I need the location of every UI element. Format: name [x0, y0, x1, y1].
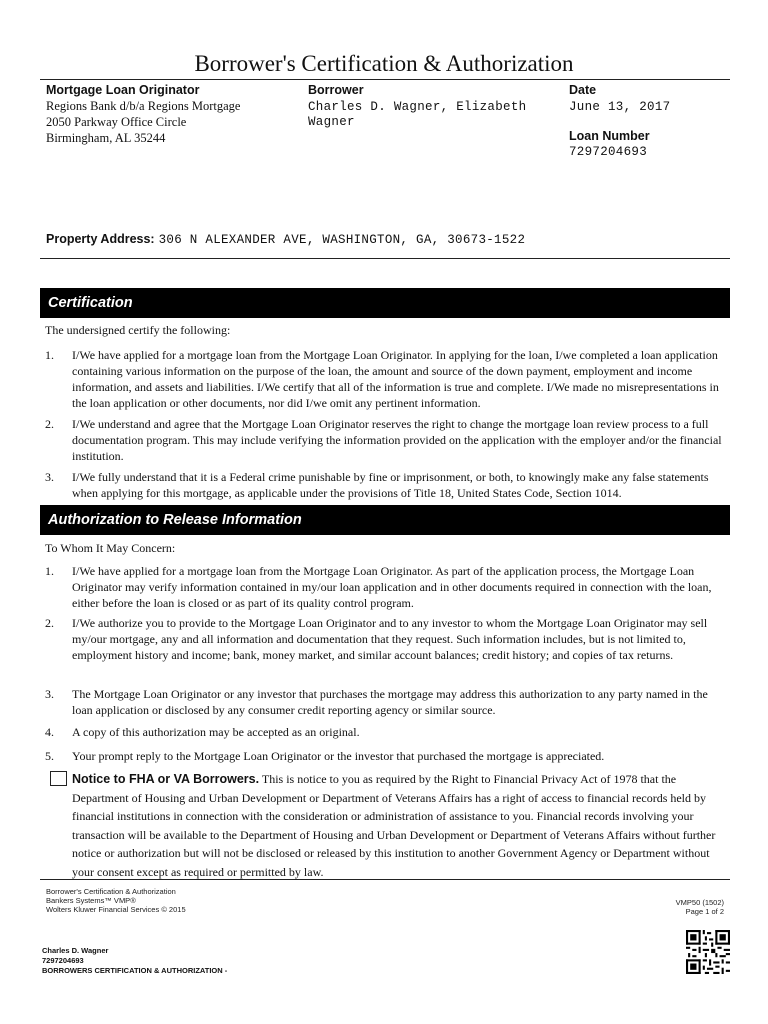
footer-line: Bankers Systems™ VMP® [46, 896, 136, 905]
loan-number-value: 7297204693 [569, 145, 648, 159]
item-number: 3. [45, 470, 54, 484]
borrower-label: Borrower [308, 83, 364, 97]
certification-intro: The undersigned certify the following: [45, 323, 231, 337]
form-code: VMP50 (1502) [675, 898, 724, 907]
title-rule [40, 79, 730, 80]
item-text: I/We authorize you to provide to the Mortgage Loan Originator and to any investor to whom the Mortgage Loan Originator may sell my/our mortgage, any and all information and documentation that they request. Such information includes, but is not limited to, employment history and income; bank, money market, and similar account balances; credit history; and copies of tax returns. [72, 616, 708, 662]
item-number: 3. [45, 687, 54, 701]
fha-va-notice [72, 770, 724, 881]
item-number: 1. [45, 348, 54, 362]
originator-label: Mortgage Loan Originator [46, 83, 200, 97]
item-number: 2. [45, 417, 54, 431]
date-label: Date [569, 83, 597, 97]
item-text: A copy of this authorization may be accepted as an original. [72, 725, 360, 739]
borrower-block [308, 83, 558, 130]
notice-text: This is notice to you as required by the Right to Financial Privacy Act of 1978 that the Department of Housing and Urban Development or Department of Veterans Affairs has a right of access to financial records held by financial institutions in connection with the consideration or administration of assistance to you. Financial records involving your transaction will be available to the Department of Housing and Urban Development or Department of Veterans Affairs without further notice or authorization but will not be disclosed or released by this institution to another Government Agency or Department without your consent except as required or permitted by law. [72, 772, 716, 879]
property-address-label: Property Address: [46, 232, 155, 246]
item-text: I/We understand and agree that the Mortgage Loan Originator reserves the right to change the mortgage loan review process to a full documentation program. This may include verifying the information provided on the application with the employer and/or the financial institution. [72, 417, 722, 463]
item-number: 2. [45, 616, 54, 630]
originator-line: Birmingham, AL 35244 [46, 131, 166, 145]
footer-line: Wolters Kluwer Financial Services © 2015 [46, 905, 186, 914]
footer-bottom [42, 946, 342, 976]
property-address-value: 306 N ALEXANDER AVE, WASHINGTON, GA, 30673-1522 [158, 233, 526, 247]
item-text: Your prompt reply to the Mortgage Loan Originator or the investor that purchased the mortgage is appreciated. [72, 749, 605, 763]
notice-label: Notice to FHA or VA Borrowers. [72, 772, 260, 786]
property-address [46, 230, 730, 248]
originator-block [46, 83, 296, 146]
loan-number-label: Loan Number [569, 129, 650, 143]
footer-line: Borrower's Certification & Authorization [46, 887, 176, 896]
authorization-intro: To Whom It May Concern: [45, 541, 176, 555]
item-text: I/We fully understand that it is a Federal crime punishable by fine or imprisonment, or both, to knowingly make any false statements when applying for this mortgage, as applicable under the provisions of Title 18, United States Code, Section 1014. [72, 470, 709, 500]
item-text: I/We have applied for a mortgage loan from the Mortgage Loan Originator. In applying for the loan, I/we completed a loan application containing various information on the purpose of the loan, the amount and source of the down payment, employment and income information, and assets and liabilities. I/We certify that all of the information is true and complete. I/We made no misrepresentations in the loan application or other documents, nor did I/we omit any pertinent information. [72, 348, 719, 410]
originator-line: Regions Bank d/b/a Regions Mortgage [46, 99, 241, 113]
document-title: Borrower's Certification & Authorization [194, 51, 574, 76]
footer-form-title: BORROWERS CERTIFICATION & AUTHORIZATION - [42, 966, 228, 975]
borrower-line: Charles D. Wagner, Elizabeth [308, 100, 527, 114]
item-text: I/We have applied for a mortgage loan from the Mortgage Loan Originator. As part of the application process, the Mortgage Loan Originator may verify information contained in my/our loan application and in other documents required in connection with the loan, either before the loan is closed or as part of its quality control program. [72, 564, 712, 610]
footer-loan-number: 7297204693 [42, 956, 84, 965]
footer-rule [40, 879, 730, 880]
originator-line: 2050 Parkway Office Circle [46, 115, 187, 129]
fha-va-notice-checkbox[interactable] [50, 771, 67, 786]
loan-number-block [569, 129, 729, 160]
footer-borrower-name: Charles D. Wagner [42, 946, 109, 955]
footer-right [600, 898, 724, 916]
borrower-line: Wagner [308, 115, 355, 129]
footer-left [46, 887, 346, 914]
item-number: 1. [45, 564, 54, 578]
page-number: Page 1 of 2 [685, 907, 724, 916]
certification-heading: Certification [40, 288, 730, 318]
date-value: June 13, 2017 [569, 100, 671, 114]
property-rule [40, 258, 730, 259]
authorization-heading: Authorization to Release Information [40, 505, 730, 535]
item-number: 5. [45, 749, 54, 763]
item-text: The Mortgage Loan Originator or any investor that purchases the mortgage may address this authorization to any party named in the loan application or disclosed by any consumer credit reporting agency or similar source. [72, 687, 708, 717]
date-block [569, 83, 729, 115]
item-number: 4. [45, 725, 54, 739]
qr-code-icon [686, 930, 730, 974]
